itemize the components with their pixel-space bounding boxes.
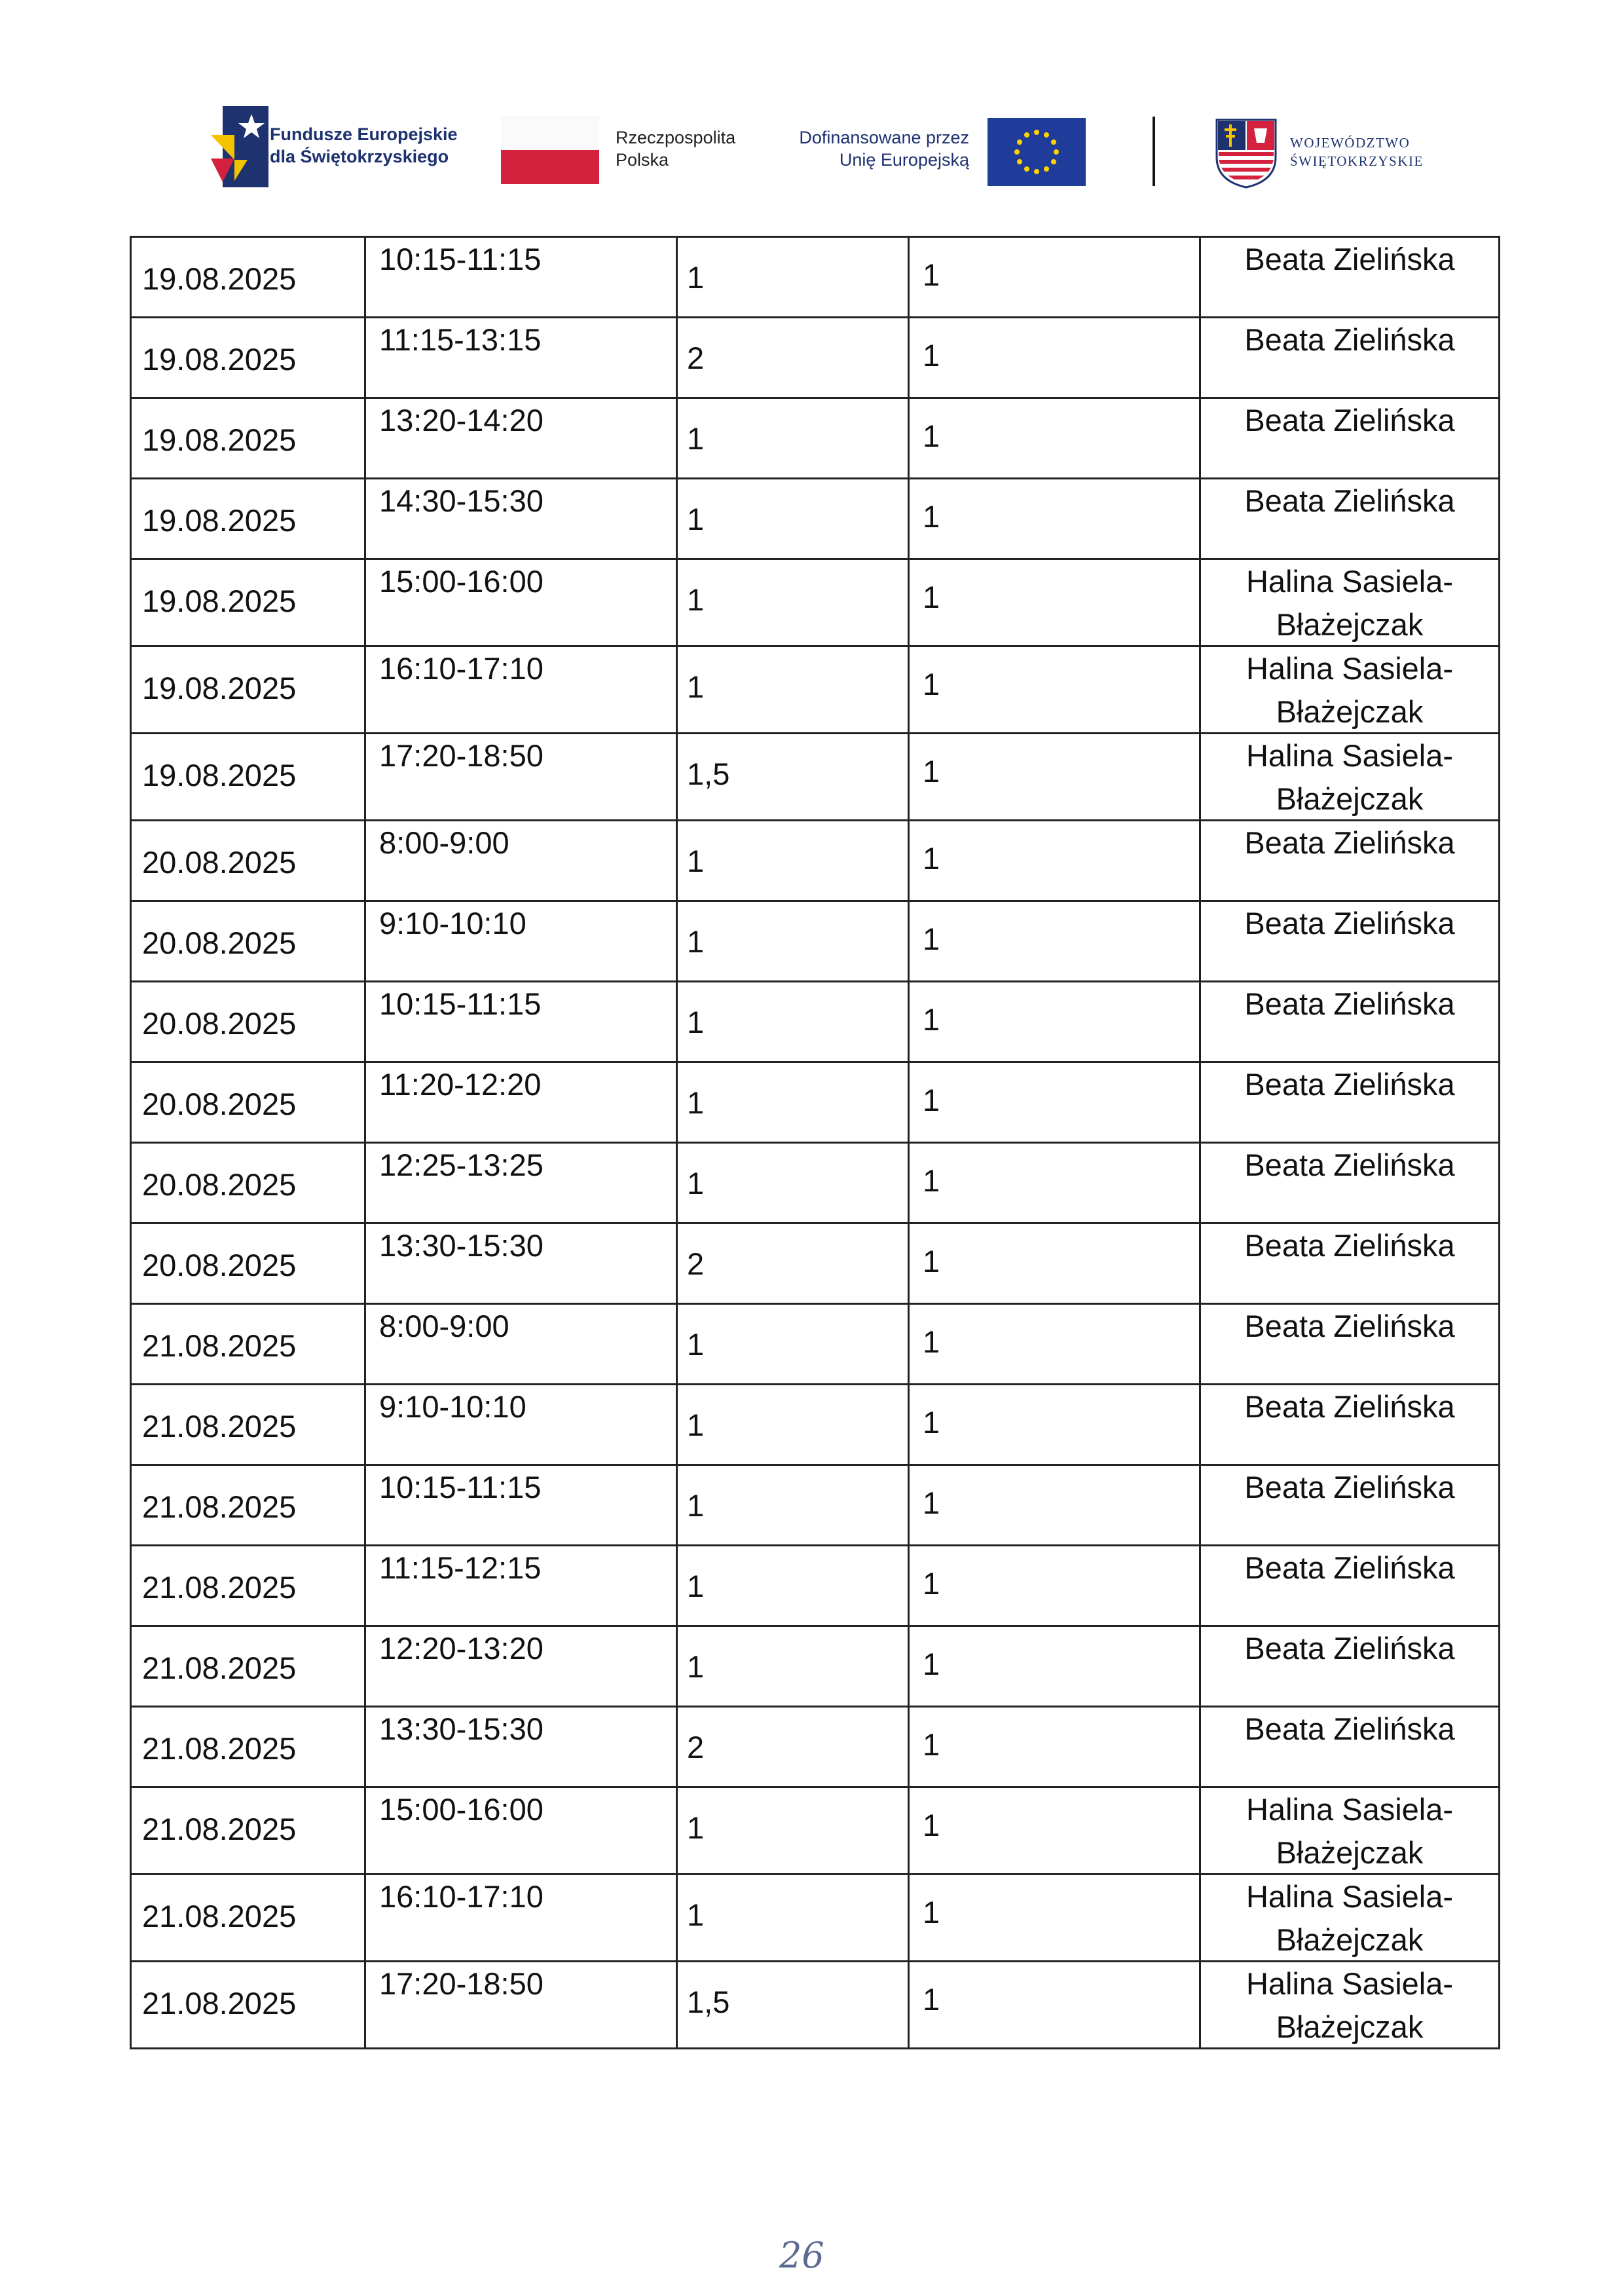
instructor-cell (1200, 1962, 1500, 2049)
count-cell-text: 1 (923, 754, 940, 789)
count-cell-text: 1 (923, 499, 940, 534)
eu-line-2: Unię Europejską (839, 150, 969, 170)
date-cell-text: 20.08.2025 (142, 1006, 297, 1041)
time-cell-text: 15:00-16:00 (379, 1792, 544, 1827)
time-cell-text: 13:30-15:30 (379, 1228, 544, 1263)
instructor-cell (1200, 237, 1500, 318)
table-row (131, 1223, 1500, 1304)
time-cell (365, 1626, 677, 1707)
region-line-1: WOJEWÓDZTWO (1290, 135, 1411, 151)
hours-cell (677, 1787, 909, 1875)
logo-bar (0, 0, 1624, 210)
count-cell (909, 1707, 1200, 1787)
date-cell-text: 19.08.2025 (142, 503, 297, 538)
hours-cell-text: 1 (687, 1005, 705, 1039)
time-cell-text: 16:10-17:10 (379, 1879, 544, 1914)
time-cell-text: 13:30-15:30 (379, 1711, 544, 1746)
time-cell-text: 11:15-13:15 (379, 322, 542, 357)
date-cell (131, 901, 365, 982)
eu-star-icon (1017, 159, 1022, 164)
hours-cell (677, 1062, 909, 1143)
date-cell-text: 21.08.2025 (142, 1489, 297, 1524)
rp-line-2: Polska (616, 150, 669, 170)
instructor-cell-text: Halina Sasiela- Błażejczak (1246, 1966, 1454, 2044)
count-cell (909, 1546, 1200, 1626)
instructor-cell (1200, 559, 1500, 646)
date-cell (131, 1465, 365, 1546)
date-cell-text: 19.08.2025 (142, 422, 297, 457)
hours-cell (677, 1143, 909, 1223)
date-cell (131, 734, 365, 821)
time-cell-text: 10:15-11:15 (379, 242, 542, 276)
time-cell (365, 1875, 677, 1962)
time-cell-text: 14:30-15:30 (379, 483, 544, 518)
count-cell-text: 1 (923, 1982, 940, 2017)
count-cell (909, 1465, 1200, 1546)
table-row (131, 1962, 1500, 2049)
time-cell (365, 1304, 677, 1385)
time-cell-text: 12:25-13:25 (379, 1148, 544, 1182)
instructor-cell (1200, 1465, 1500, 1546)
count-cell (909, 1385, 1200, 1465)
time-cell (365, 1465, 677, 1546)
count-cell-text: 1 (923, 1405, 940, 1440)
count-cell-text: 1 (923, 257, 940, 292)
date-cell (131, 479, 365, 559)
funds-line-2: dla Świętokrzyskiego (270, 147, 449, 166)
date-cell-text: 20.08.2025 (142, 1087, 297, 1121)
count-cell (909, 1062, 1200, 1143)
hours-cell-text: 1 (687, 844, 705, 878)
date-cell-text: 21.08.2025 (142, 1899, 297, 1933)
time-cell-text: 17:20-18:50 (379, 1966, 544, 2001)
time-cell-text: 10:15-11:15 (379, 1470, 542, 1504)
hours-cell-text: 1 (687, 1810, 705, 1845)
instructor-cell-text: Halina Sasiela- Błażejczak (1246, 1792, 1454, 1870)
date-cell-text: 21.08.2025 (142, 1409, 297, 1444)
hours-cell (677, 1962, 909, 2049)
table-row (131, 646, 1500, 734)
instructor-cell (1200, 318, 1500, 398)
date-cell (131, 982, 365, 1062)
count-cell (909, 982, 1200, 1062)
count-cell-text: 1 (923, 1727, 940, 1762)
hours-cell (677, 821, 909, 901)
hours-cell-text: 1 (687, 582, 705, 617)
instructor-cell (1200, 1223, 1500, 1304)
hours-cell-text: 1 (687, 260, 705, 295)
instructor-cell (1200, 1062, 1500, 1143)
instructor-cell (1200, 982, 1500, 1062)
date-cell (131, 237, 365, 318)
time-cell (365, 1962, 677, 2049)
count-cell-text: 1 (923, 419, 940, 453)
date-cell (131, 318, 365, 398)
count-cell (909, 237, 1200, 318)
date-cell-text: 20.08.2025 (142, 1248, 297, 1282)
date-cell-text: 21.08.2025 (142, 1651, 297, 1685)
instructor-cell-text: Beata Zielińska (1244, 242, 1455, 276)
rp-logo-text (616, 126, 735, 171)
hours-cell (677, 237, 909, 318)
count-cell-text: 1 (923, 1485, 940, 1520)
hours-cell (677, 1223, 909, 1304)
count-cell (909, 559, 1200, 646)
count-cell-text: 1 (923, 1895, 940, 1930)
eu-star-icon (1051, 159, 1056, 164)
table-row (131, 821, 1500, 901)
date-cell (131, 1062, 365, 1143)
instructor-cell (1200, 1385, 1500, 1465)
time-cell (365, 734, 677, 821)
hours-cell-text: 1 (687, 1085, 705, 1120)
date-cell-text: 21.08.2025 (142, 1570, 297, 1605)
instructor-cell-text: Beata Zielińska (1244, 986, 1455, 1021)
instructor-cell-text: Beata Zielińska (1244, 1067, 1455, 1102)
instructor-cell (1200, 1546, 1500, 1626)
time-cell (365, 479, 677, 559)
instructor-cell (1200, 1304, 1500, 1385)
hours-cell-text: 1 (687, 1897, 705, 1932)
eu-star-icon (1044, 132, 1049, 138)
count-cell-text: 1 (923, 841, 940, 876)
page-number: 26 (779, 2235, 824, 2276)
date-cell (131, 1787, 365, 1875)
hours-cell (677, 901, 909, 982)
time-cell (365, 1143, 677, 1223)
table-row (131, 479, 1500, 559)
time-cell (365, 1787, 677, 1875)
hours-cell-text: 2 (687, 1730, 705, 1764)
eu-star-icon (1014, 149, 1020, 155)
instructor-cell (1200, 1143, 1500, 1223)
date-cell (131, 1143, 365, 1223)
date-cell-text: 19.08.2025 (142, 342, 297, 377)
instructor-cell (1200, 398, 1500, 479)
count-cell (909, 821, 1200, 901)
count-cell-text: 1 (923, 1163, 940, 1198)
instructor-cell-text: Beata Zielińska (1244, 825, 1455, 860)
count-cell-text: 1 (923, 922, 940, 956)
eu-star-icon (1044, 166, 1049, 172)
date-cell-text: 19.08.2025 (142, 261, 297, 296)
hours-cell-text: 1 (687, 502, 705, 536)
table-row (131, 1385, 1500, 1465)
time-cell (365, 901, 677, 982)
count-cell (909, 318, 1200, 398)
date-cell (131, 398, 365, 479)
time-cell (365, 237, 677, 318)
eu-star-icon (1017, 140, 1022, 145)
date-cell-text: 19.08.2025 (142, 584, 297, 618)
time-cell (365, 398, 677, 479)
table-row (131, 1626, 1500, 1707)
time-cell-text: 15:00-16:00 (379, 564, 544, 599)
time-cell (365, 559, 677, 646)
count-cell (909, 1626, 1200, 1707)
count-cell (909, 1143, 1200, 1223)
time-cell (365, 1546, 677, 1626)
eu-star-icon (1051, 140, 1056, 145)
hours-cell-text: 1 (687, 1327, 705, 1362)
eu-star-icon (1054, 149, 1059, 155)
hours-cell (677, 734, 909, 821)
instructor-cell-text: Beata Zielińska (1244, 1389, 1455, 1424)
time-cell-text: 9:10-10:10 (379, 906, 526, 941)
hours-cell (677, 318, 909, 398)
instructor-cell (1200, 901, 1500, 982)
count-cell (909, 479, 1200, 559)
hours-cell-text: 2 (687, 341, 705, 375)
table-row (131, 1875, 1500, 1962)
time-cell-text: 10:15-11:15 (379, 986, 542, 1021)
date-cell-text: 21.08.2025 (142, 1986, 297, 2021)
count-cell-text: 1 (923, 1808, 940, 1842)
instructor-cell-text: Beata Zielińska (1244, 1550, 1455, 1585)
instructor-cell (1200, 479, 1500, 559)
date-cell-text: 19.08.2025 (142, 758, 297, 793)
instructor-cell (1200, 646, 1500, 734)
count-cell (909, 1787, 1200, 1875)
hours-cell-text: 1 (687, 1408, 705, 1442)
table-row (131, 1707, 1500, 1787)
time-cell (365, 821, 677, 901)
hours-cell-text: 1 (687, 924, 705, 959)
instructor-cell-text: Halina Sasiela- Błażejczak (1246, 651, 1454, 729)
eu-star-icon (1024, 166, 1029, 172)
count-cell-text: 1 (923, 1002, 940, 1037)
hours-cell-text: 1 (687, 1166, 705, 1201)
date-cell (131, 646, 365, 734)
instructor-cell-text: Beata Zielińska (1244, 906, 1455, 941)
instructor-cell-text: Beata Zielińska (1244, 403, 1455, 438)
poland-flag-icon (501, 117, 599, 183)
hours-cell (677, 1304, 909, 1385)
date-cell (131, 1385, 365, 1465)
date-cell-text: 21.08.2025 (142, 1731, 297, 1766)
date-cell (131, 1962, 365, 2049)
time-cell (365, 318, 677, 398)
table-row (131, 1143, 1500, 1223)
count-cell-text: 1 (923, 1244, 940, 1278)
eu-line-1: Dofinansowane przez (799, 128, 969, 147)
count-cell (909, 1304, 1200, 1385)
date-cell-text: 20.08.2025 (142, 925, 297, 960)
date-cell (131, 821, 365, 901)
time-cell (365, 646, 677, 734)
instructor-cell (1200, 734, 1500, 821)
rp-line-1: Rzeczpospolita (616, 128, 736, 147)
count-cell-text: 1 (923, 1324, 940, 1359)
count-cell-text: 1 (923, 338, 940, 373)
hours-cell (677, 1385, 909, 1465)
time-cell-text: 17:20-18:50 (379, 738, 544, 773)
region-line-2: ŚWIĘTOKRZYSKIE (1290, 153, 1424, 169)
date-cell (131, 559, 365, 646)
hours-cell (677, 646, 909, 734)
count-cell-text: 1 (923, 580, 940, 614)
instructor-cell (1200, 821, 1500, 901)
date-cell (131, 1546, 365, 1626)
time-cell-text: 11:20-12:20 (379, 1067, 542, 1102)
eu-flag-icon (987, 118, 1086, 186)
hours-cell (677, 1626, 909, 1707)
time-cell-text: 13:20-14:20 (379, 403, 544, 438)
date-cell (131, 1875, 365, 1962)
instructor-cell-text: Beata Zielińska (1244, 322, 1455, 357)
eu-funding-text (773, 126, 969, 171)
time-cell-text: 9:10-10:10 (379, 1389, 526, 1424)
instructor-cell (1200, 1626, 1500, 1707)
hours-cell-text: 2 (687, 1246, 705, 1281)
table-row (131, 1062, 1500, 1143)
hours-cell (677, 398, 909, 479)
table-row (131, 559, 1500, 646)
instructor-cell-text: Beata Zielińska (1244, 1631, 1455, 1666)
count-cell (909, 398, 1200, 479)
table-row (131, 237, 1500, 318)
time-cell (365, 1707, 677, 1787)
time-cell (365, 1062, 677, 1143)
instructor-cell-text: Beata Zielińska (1244, 1309, 1455, 1343)
table-row (131, 318, 1500, 398)
instructor-cell-text: Beata Zielińska (1244, 1148, 1455, 1182)
count-cell (909, 1875, 1200, 1962)
hours-cell (677, 1875, 909, 1962)
count-cell (909, 1962, 1200, 2049)
hours-cell-text: 1 (687, 669, 705, 704)
table-row (131, 398, 1500, 479)
instructor-cell-text: Beata Zielińska (1244, 1711, 1455, 1746)
instructor-cell-text: Beata Zielińska (1244, 1228, 1455, 1263)
time-cell-text: 11:15-12:15 (379, 1550, 542, 1585)
instructor-cell-text: Beata Zielińska (1244, 483, 1455, 518)
hours-cell (677, 1546, 909, 1626)
date-cell-text: 20.08.2025 (142, 1167, 297, 1202)
time-cell-text: 8:00-9:00 (379, 825, 509, 860)
time-cell-text: 16:10-17:10 (379, 651, 544, 686)
funds-logo-text (270, 123, 458, 168)
hours-cell-text: 1,5 (687, 1985, 730, 2019)
hours-cell-text: 1,5 (687, 756, 730, 791)
instructor-cell-text: Halina Sasiela- Błażejczak (1246, 1879, 1454, 1957)
date-cell-text: 21.08.2025 (142, 1328, 297, 1363)
table-row (131, 901, 1500, 982)
hours-cell (677, 479, 909, 559)
instructor-cell (1200, 1707, 1500, 1787)
hours-cell-text: 1 (687, 1569, 705, 1603)
instructor-cell (1200, 1875, 1500, 1962)
date-cell (131, 1707, 365, 1787)
count-cell (909, 646, 1200, 734)
count-cell-text: 1 (923, 1083, 940, 1117)
time-cell (365, 1385, 677, 1465)
eu-star-icon (1034, 169, 1039, 174)
date-cell (131, 1304, 365, 1385)
hours-cell (677, 1707, 909, 1787)
hours-cell (677, 559, 909, 646)
hours-cell (677, 982, 909, 1062)
schedule-table-body (131, 237, 1500, 2049)
table-row (131, 1304, 1500, 1385)
time-cell (365, 982, 677, 1062)
date-cell (131, 1223, 365, 1304)
hours-cell-text: 1 (687, 421, 705, 456)
region-logo-text (1290, 134, 1424, 170)
count-cell-text: 1 (923, 1647, 940, 1681)
date-cell (131, 1626, 365, 1707)
date-cell-text: 20.08.2025 (142, 845, 297, 880)
logo-separator (1153, 117, 1155, 186)
count-cell (909, 901, 1200, 982)
date-cell-text: 19.08.2025 (142, 671, 297, 705)
count-cell-text: 1 (923, 667, 940, 701)
date-cell-text: 21.08.2025 (142, 1812, 297, 1846)
hours-cell-text: 1 (687, 1649, 705, 1684)
table-row (131, 982, 1500, 1062)
schedule-table (130, 236, 1500, 2049)
fundusze-europejskie-logo-icon (208, 103, 274, 190)
instructor-cell-text: Beata Zielińska (1244, 1470, 1455, 1504)
swietokrzyskie-coat-of-arms-icon (1215, 118, 1278, 189)
table-row (131, 734, 1500, 821)
funds-line-1: Fundusze Europejskie (270, 124, 458, 144)
eu-star-icon (1024, 132, 1029, 138)
count-cell (909, 1223, 1200, 1304)
hours-cell-text: 1 (687, 1488, 705, 1523)
table-row (131, 1465, 1500, 1546)
count-cell (909, 734, 1200, 821)
table-row (131, 1546, 1500, 1626)
count-cell-text: 1 (923, 1566, 940, 1601)
table-row (131, 1787, 1500, 1875)
time-cell-text: 8:00-9:00 (379, 1309, 509, 1343)
instructor-cell-text: Halina Sasiela- Błażejczak (1246, 564, 1454, 642)
eu-star-icon (1034, 130, 1039, 135)
time-cell (365, 1223, 677, 1304)
time-cell-text: 12:20-13:20 (379, 1631, 544, 1666)
instructor-cell-text: Halina Sasiela- Błażejczak (1246, 738, 1454, 816)
hours-cell (677, 1465, 909, 1546)
instructor-cell (1200, 1787, 1500, 1875)
